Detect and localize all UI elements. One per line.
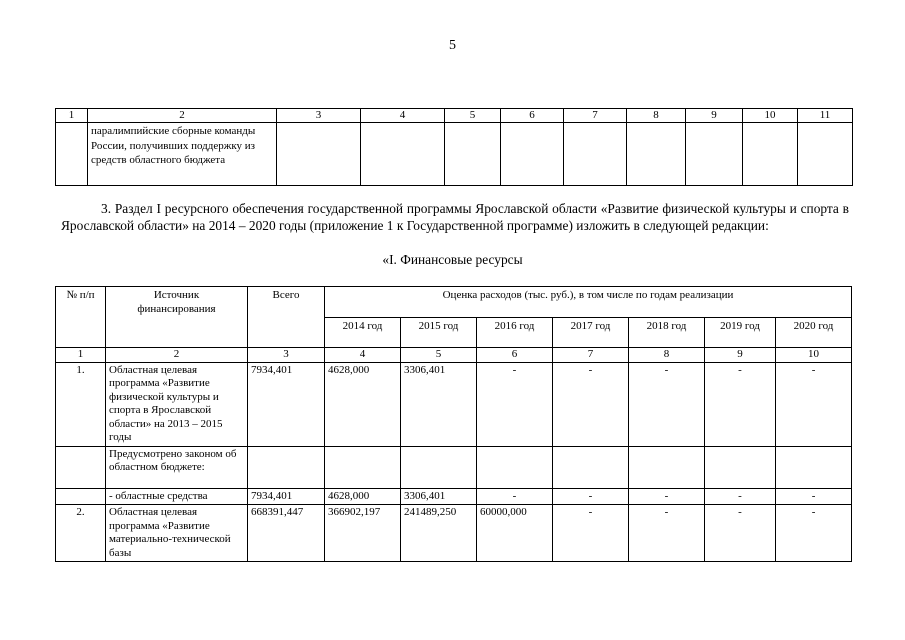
row-value: 3306,401 [401,362,477,446]
page-number: 5 [449,38,456,53]
header-year: 2017 год [553,318,629,348]
header-num: № п/п [56,287,106,348]
section-title: «I. Финансовые ресурсы [382,252,523,267]
row-number [56,446,106,488]
row-value: - [553,505,629,562]
header-year: 2014 год [325,318,401,348]
table-cell [56,123,88,186]
row-value [553,446,629,488]
row-value: - [776,505,852,562]
row-value: - [629,488,705,505]
row-number [56,488,106,505]
continued-table-row [56,123,853,186]
row-value: - [477,488,553,505]
table-cell [798,123,853,186]
row-value: - [477,362,553,446]
table-cell [445,123,501,186]
table-cell [277,123,361,186]
row-value: - [705,505,776,562]
column-number: 3 [277,109,361,123]
table-cell [743,123,798,186]
column-number: 6 [501,109,564,123]
row-value [705,446,776,488]
table-cell [564,123,627,186]
row-value: 241489,250 [401,505,477,562]
row-value: - [553,362,629,446]
header-year: 2020 год [776,318,852,348]
row-value: 4628,000 [325,362,401,446]
finance-table-header-row [56,287,852,318]
table-row [56,362,852,446]
column-number: 1 [56,109,88,123]
row-source: Областная целевая программа «Развитие физической культуры и спорта в Ярославской области» на 2013 – 2015 годы [106,362,248,446]
column-number: 9 [686,109,743,123]
column-numbers-row: 1 2 3 4 5 6 7 8 9 10 [56,348,852,363]
column-number: 7 [564,109,627,123]
row-source: Предусмотрено законом об областном бюджете: [106,446,248,488]
row-total: 668391,447 [248,505,325,562]
header-total: Всего [248,287,325,348]
row-total: 7934,401 [248,362,325,446]
row-value: - [776,362,852,446]
table-cell [361,123,445,186]
amendment-paragraph: 3. Раздел I ресурсного обеспечения государственной программы Ярославской области «Развитие физической культуры и спорта в Ярославской области» на 2014 – 2020 годы (приложение 1 к Государственной программе) изложить в следующей редакции: [61,201,849,234]
column-number: 11 [798,109,853,123]
row-source: - областные средства [106,488,248,505]
row-value: - [629,505,705,562]
column-number: 8 [627,109,686,123]
row-value [629,446,705,488]
row-value: 3306,401 [401,488,477,505]
continued-table-header-row [56,109,853,123]
continued-table [55,108,853,186]
row-value [776,446,852,488]
table-cell [501,123,564,186]
row-value: 4628,000 [325,488,401,505]
finance-table [55,286,852,562]
column-number: 10 [743,109,798,123]
row-source: Областная целевая программа «Развитие материально-технической базы [106,505,248,562]
table-row [56,488,852,505]
table-row [56,505,852,562]
column-number: 2 [88,109,277,123]
header-estimate: Оценка расходов (тыс. руб.), в том числе по годам реализации [325,287,852,318]
row-total [248,446,325,488]
row-number: 1. [56,362,106,446]
row-value [325,446,401,488]
row-value: 366902,197 [325,505,401,562]
table-cell [686,123,743,186]
row-value: - [776,488,852,505]
column-number: 5 [445,109,501,123]
table-cell [627,123,686,186]
recipients-description: паралимпийские сборные команды России, получивших поддержку из средств областного бюджета [88,123,277,186]
column-number: 4 [361,109,445,123]
header-year: 2015 год [401,318,477,348]
table-row [56,446,852,488]
row-value [401,446,477,488]
header-source: Источник финансирования [106,287,248,348]
header-year: 2019 год [705,318,776,348]
header-year: 2016 год [477,318,553,348]
row-value: - [629,362,705,446]
header-year: 2018 год [629,318,705,348]
row-value: - [553,488,629,505]
row-total: 7934,401 [248,488,325,505]
row-value [477,446,553,488]
row-number: 2. [56,505,106,562]
row-value: 60000,000 [477,505,553,562]
row-value: - [705,488,776,505]
row-value: - [705,362,776,446]
